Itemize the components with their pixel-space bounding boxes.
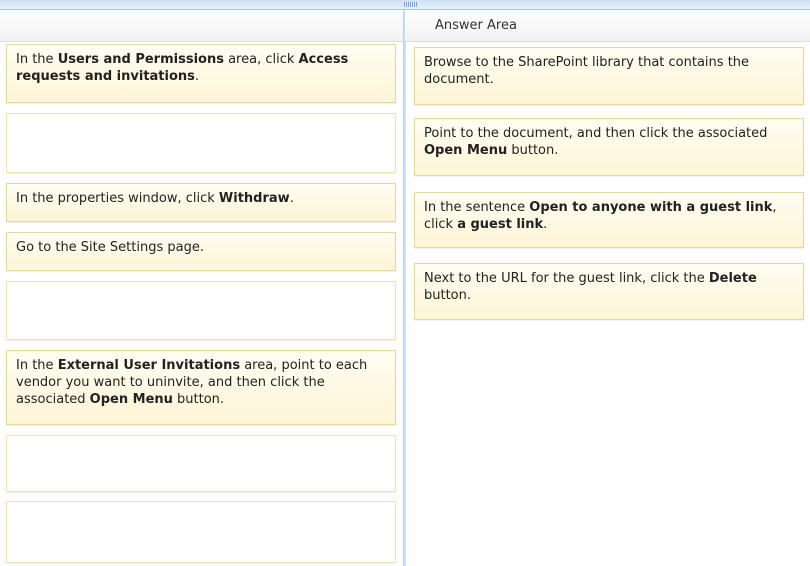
source-header [0,10,403,42]
answer-item-4[interactable] [414,263,804,320]
answer-item-1[interactable] [414,47,804,105]
answer-header [405,10,810,42]
source-item-4-text: Go to the Site Settings page. [16,240,204,255]
source-slot-empty[interactable] [6,435,396,492]
answer-item-1-text: Browse to the SharePoint library that contains the document. [424,55,750,87]
source-item-1[interactable] [6,44,396,103]
source-slot-empty[interactable] [6,501,396,563]
source-item-3[interactable] [6,183,396,222]
answer-item-4-text: Next to the URL for the guest link, click the Delete button. [424,271,757,303]
source-slot-empty[interactable] [6,113,396,173]
answer-column [405,10,810,566]
top-bar [0,0,810,10]
source-item-4[interactable] [6,232,396,271]
answer-item-3[interactable] [414,192,804,248]
source-slot-empty[interactable] [6,281,396,340]
source-item-1-text: In the Users and Permissions area, click Access requests and invitations. [16,52,349,84]
source-item-6[interactable] [6,350,396,425]
answer-item-2-text: Point to the document, and then click the associated Open Menu button. [424,126,768,158]
source-item-3-text: In the properties window, click Withdraw. [16,191,294,206]
answer-item-3-text: In the sentence Open to anyone with a guest link, click a guest link. [424,200,777,232]
answer-item-2[interactable] [414,118,804,176]
resize-grip-icon[interactable] [404,2,418,7]
source-item-6-text: In the External User Invitations area, point to each vendor you want to uninvite, and then click the associated Open Menu button. [16,358,368,407]
answer-area-title: Answer Area [435,18,517,33]
source-column [0,10,403,566]
